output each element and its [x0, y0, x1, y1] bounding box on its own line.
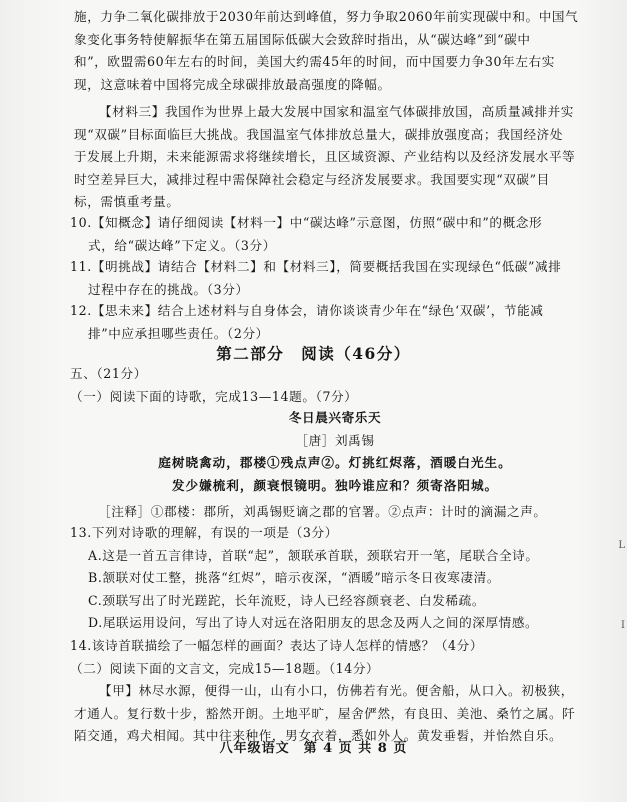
- text-line: 象变化事务特使解振华在第五届国际低碳大会致辞时指出，从“碳达峰”到“碳中: [74, 31, 531, 47]
- question-10: [70, 212, 600, 257]
- option-a: A.这是一首五言律诗，首联“起”，颔联承首联，颈联宕开一笔，尾联合全诗。: [88, 547, 539, 563]
- question-stem-cont: 排”中应承担哪些责任。（2分）: [88, 325, 269, 341]
- poem: [70, 407, 600, 524]
- text-line: 【材料三】我国作为世界上最大发展中国家和温室气体碳排放国，高质量减排并实: [99, 104, 574, 119]
- text-line: 于发展上升期，未来能源需求将继续增长，且区域资源、产业结构以及经济发展水平等: [74, 149, 576, 165]
- text-line: 陌交通，鸡犬相闻。其中往来种作，男女衣着，悉如外人。黄发垂髫，并怡然自乐。: [74, 728, 563, 744]
- section-label: 五、（21分）: [70, 366, 147, 381]
- material2-tail: [74, 6, 604, 96]
- question-stem-cont: 过程中存在的挑战。（3分）: [88, 281, 249, 297]
- question-14: [70, 635, 600, 680]
- edge-mark: L: [618, 540, 625, 551]
- text-line: 才通人。复行数十步，豁然开朗。土地平旷，屋舍俨然，有良田、美池、桑竹之属。阡: [74, 705, 576, 721]
- question-stem: 11.【明挑战】请结合【材料二】和【材料三】，简要概括我国在实现绿色“低碳”减排: [70, 259, 562, 274]
- part2-title: 第二部分 阅读（46分）: [216, 344, 411, 363]
- poem-author: ［唐］刘禹锡: [295, 432, 375, 448]
- poem-line: 发少嫌梳利，颜衰恨镜明。独吟谁应和？须寄洛阳城。: [171, 477, 499, 493]
- question-13: [70, 522, 600, 635]
- question-stem: 14.该诗首联描绘了一幅怎样的画面？表达了诗人怎样的情感？（4分）: [70, 638, 484, 653]
- edge-mark: I: [621, 620, 625, 631]
- poem-title: 冬日晨兴寄乐天: [288, 410, 382, 425]
- option-b: B.颔联对仗工整，挑落“红烬”，暗示夜深，“酒暖”暗示冬日夜寒凄清。: [88, 570, 501, 586]
- material3: [74, 101, 604, 214]
- question-stem: 12.【思未来】结合上述材料与自身体会，请你谈谈青少年在“绿色‘双碳’，节能减: [70, 303, 544, 318]
- page-footer: 八年级语文 第 4 页 共 8 页: [219, 741, 408, 756]
- poem-line: 庭树晓禽动，郡楼①残点声②。灯挑红烬落，酒暖白光生。: [158, 455, 512, 471]
- poem-note: ［注释］①郡楼：郡所，刘禹锡贬谪之郡的官署。②点声：计时的滴漏之声。: [98, 504, 547, 520]
- question-stem: 13.下列对诗歌的理解，有误的一项是（3分）: [70, 525, 338, 540]
- text-line: 现“双碳”目标面临巨大挑战。我国温室气体排放总量大，碳排放强度高；我国经济处: [74, 126, 564, 142]
- question-stem: 10.【知概念】请仔细阅读【材料一】中“碳达峰”示意图，仿照“碳中和”的概念形: [70, 215, 543, 230]
- text-line: 【甲】林尽水源，便得一山，山有小口，仿佛若有光。便舍船，从口入。初极狭，: [99, 683, 574, 698]
- text-line: 标，需慎重考量。: [74, 194, 180, 210]
- text-line: 和”，欧盟需60年左右的时间，美国大约需45年的时间，而中国要力争30年左右实: [74, 54, 555, 70]
- section-5: [70, 363, 600, 408]
- question-12: [70, 300, 600, 345]
- option-c: C.颈联写出了时光蹉跎，长年流贬，诗人已经容颜衰老、白发稀疏。: [88, 592, 486, 608]
- sub-section-1: （一）阅读下面的诗歌，完成13—14题。（7分）: [70, 388, 358, 404]
- option-d: D.尾联运用设问，写出了诗人对远在洛阳朋友的思念及两人之间的深厚情感。: [88, 615, 539, 631]
- question-11: [70, 256, 600, 301]
- question-stem-cont: 式，给“碳达峰”下定义。（3分）: [88, 237, 276, 253]
- text-line: 施，力争二氧化碳排放于2030年前达到峰值，努力争取2060年前实现碳中和。中国气: [74, 9, 579, 24]
- text-line: 时空差异巨大，减排过程中需保障社会稳定与经济发展要求。我国要实现“双碳”目: [74, 171, 550, 187]
- sub-section-2: （二）阅读下面的文言文，完成15—18题。（14分）: [70, 660, 380, 676]
- text-line: 现，这意味着中国将完成全球碳排放最高强度的降幅。: [74, 76, 391, 92]
